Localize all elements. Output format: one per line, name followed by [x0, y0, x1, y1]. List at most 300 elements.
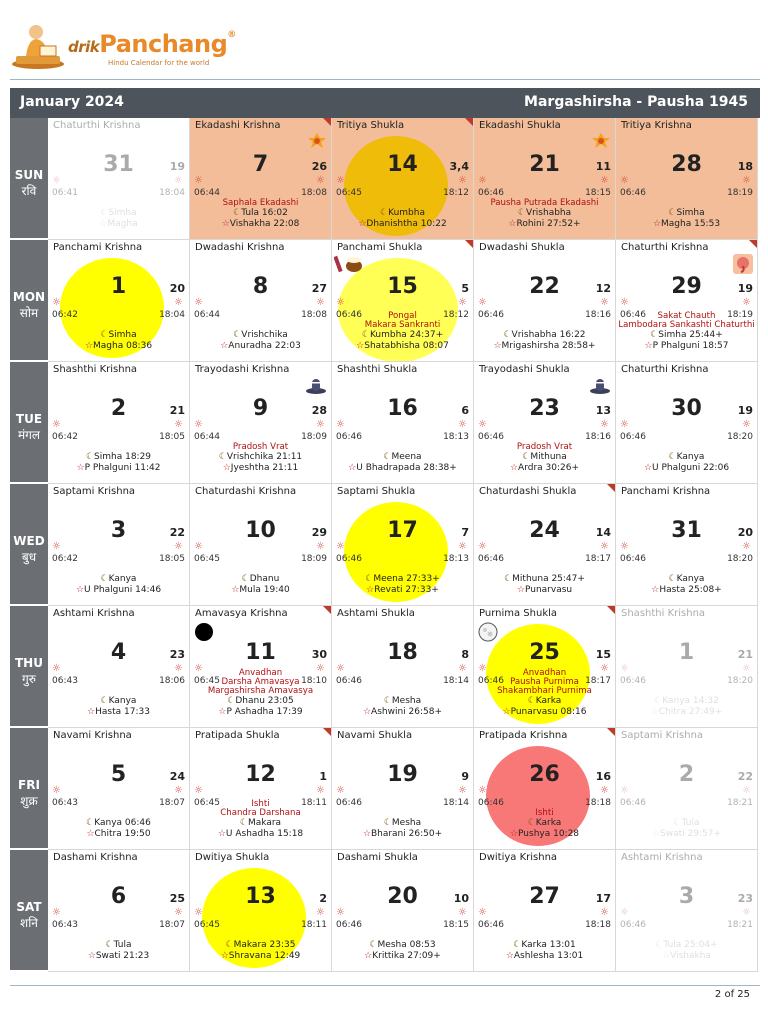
star-icon: ☆ — [662, 951, 671, 961]
sunset-icon: ☼ — [458, 419, 467, 430]
tithi-label: Chaturthi Krishna — [621, 242, 709, 253]
moon-icon: ☾ — [239, 818, 248, 828]
hindu-date: 29 — [311, 526, 327, 539]
hindu-date: 13 — [595, 404, 611, 417]
sunset-time: 18:14 — [443, 676, 469, 686]
moon-icon: ☾ — [654, 696, 663, 706]
gregorian-date: 2 — [110, 396, 127, 421]
sunset-time: 18:17 — [585, 554, 611, 564]
moon-sign: ☾Karka — [527, 696, 562, 706]
moon-icon: ☾ — [527, 818, 536, 828]
sunrise-time: 06:46 — [478, 798, 504, 808]
sunset-icon: ☼ — [316, 663, 325, 674]
sunrise-icon: ☼ — [336, 907, 345, 918]
sunrise-time: 06:46 — [478, 310, 504, 320]
sunset-icon: ☼ — [600, 541, 609, 552]
sunrise-time: 06:46 — [336, 920, 362, 930]
corner-flag-icon — [607, 484, 615, 492]
gregorian-date: 9 — [252, 396, 269, 421]
hindu-date: 28 — [311, 404, 327, 417]
day-name-hindi: मंगल — [17, 428, 41, 442]
moon-icon: ☾ — [100, 574, 109, 584]
sunset-time: 18:13 — [443, 432, 469, 442]
gregorian-date: 7 — [252, 152, 269, 177]
shivling-icon — [305, 376, 327, 398]
hindu-date: 23 — [737, 892, 753, 905]
moon-icon: ☾ — [655, 940, 664, 950]
sunset-icon: ☼ — [174, 541, 183, 552]
moon-sign: ☾Kanya 06:46 — [86, 818, 151, 828]
sunrise-icon: ☼ — [336, 663, 345, 674]
gregorian-date: 28 — [671, 152, 702, 177]
nakshatra: ☆Jyeshtha 21:11 — [222, 463, 299, 473]
sunset-icon: ☼ — [458, 297, 467, 308]
star-icon: ☆ — [362, 829, 371, 839]
date-cell[interactable] — [332, 118, 474, 240]
sunset-icon: ☼ — [600, 419, 609, 430]
gregorian-date: 12 — [245, 762, 276, 787]
star-icon: ☆ — [87, 951, 96, 961]
date-cell[interactable] — [616, 118, 758, 240]
date-cell[interactable] — [474, 240, 616, 362]
festival-label[interactable]: Pradosh Vrat — [516, 442, 573, 452]
nakshatra: ☆Ardra 30:26+ — [509, 463, 580, 473]
tithi-label: Chaturdashi Krishna — [195, 486, 297, 497]
sunrise-icon: ☼ — [478, 907, 487, 918]
moon-icon: ☾ — [668, 574, 677, 584]
gregorian-date: 14 — [387, 152, 418, 177]
tithi-label: Ekadashi Shukla — [479, 120, 561, 131]
sunrise-time: 06:45 — [194, 676, 220, 686]
day-name-english: MON — [12, 290, 46, 304]
star-icon: ☆ — [652, 219, 662, 229]
sunset-icon: ☼ — [742, 419, 751, 430]
sunset-icon: ☼ — [600, 785, 609, 796]
sunrise-icon: ☼ — [620, 663, 629, 674]
sunrise-time: 06:43 — [52, 798, 78, 808]
sunrise-time: 06:46 — [478, 920, 504, 930]
date-cell[interactable] — [48, 362, 190, 484]
date-cell[interactable] — [616, 850, 758, 972]
festival-label[interactable]: Saphala Ekadashi — [222, 198, 299, 208]
sunset-icon: ☼ — [316, 907, 325, 918]
tithi-label: Ekadashi Krishna — [195, 120, 281, 131]
sunset-time: 18:13 — [443, 554, 469, 564]
star-icon: ☆ — [643, 463, 653, 473]
hindu-date: 2 — [319, 892, 327, 905]
date-cell[interactable] — [190, 484, 332, 606]
date-cell[interactable] — [332, 850, 474, 972]
date-cell[interactable] — [48, 240, 190, 362]
sunrise-icon: ☼ — [52, 541, 61, 552]
hindu-date: 6 — [461, 404, 469, 417]
nakshatra: ☆P Phalguni 11:42 — [76, 463, 161, 473]
hindu-months: Margashirsha - Pausha 1945 — [524, 94, 748, 110]
gregorian-date: 31 — [671, 518, 702, 543]
date-cell[interactable] — [190, 118, 332, 240]
moon-icon: ☾ — [100, 208, 109, 218]
date-cell[interactable] — [332, 240, 474, 362]
sunrise-icon: ☼ — [52, 785, 61, 796]
sunset-icon: ☼ — [458, 785, 467, 796]
sunrise-icon: ☼ — [620, 175, 629, 186]
moon-icon: ☾ — [365, 574, 374, 584]
sunset-icon: ☼ — [458, 541, 467, 552]
sunrise-icon: ☼ — [194, 297, 203, 308]
sunset-icon: ☼ — [174, 297, 183, 308]
day-name-hindi: शनि — [20, 916, 38, 930]
sunrise-time: 06:42 — [52, 554, 78, 564]
date-cell[interactable] — [48, 850, 190, 972]
shivling-icon — [589, 376, 611, 398]
sunset-icon: ☼ — [742, 907, 751, 918]
nakshatra: ☆Magha 15:53 — [652, 219, 721, 229]
day-name-hindi: शुक्र — [20, 794, 38, 808]
nakshatra: ☆Vishakha — [662, 951, 711, 961]
day-name-hindi: रवि — [21, 184, 37, 198]
star-icon: ☆ — [231, 585, 240, 595]
gregorian-date: 5 — [110, 762, 127, 787]
sunset-time: 18:12 — [443, 188, 469, 198]
moon-sign: ☾Simha — [668, 208, 705, 218]
sunset-icon: ☼ — [174, 175, 183, 186]
moon-sign: ☾Makara 23:35 — [225, 940, 296, 950]
date-cell[interactable] — [474, 728, 616, 850]
moon-sign: ☾Vrishabha — [517, 208, 572, 218]
sunrise-time: 06:42 — [52, 310, 78, 320]
festival-label[interactable]: Shakambhari Purnima — [497, 686, 592, 696]
date-cell[interactable] — [190, 728, 332, 850]
star-icon: ☆ — [364, 951, 373, 961]
gregorian-date: 1 — [110, 274, 127, 299]
sunrise-time: 06:46 — [478, 676, 504, 686]
sunset-icon: ☼ — [174, 419, 183, 430]
sage-icon — [10, 22, 66, 70]
sunrise-icon: ☼ — [620, 419, 629, 430]
hindu-date: 7 — [461, 526, 469, 539]
gregorian-date: 3 — [678, 884, 695, 909]
moon-icon: ☾ — [227, 696, 236, 706]
corner-flag-icon — [323, 728, 331, 736]
sunrise-icon: ☼ — [52, 175, 61, 186]
tithi-label: Trayodashi Shukla — [479, 364, 570, 375]
moon-icon: ☾ — [517, 208, 526, 218]
sunrise-time: 06:44 — [194, 432, 220, 442]
gregorian-date: 30 — [671, 396, 702, 421]
sunrise-time: 06:46 — [620, 554, 646, 564]
sunrise-time: 06:46 — [478, 554, 504, 564]
tithi-label: Chaturdashi Shukla — [479, 486, 577, 497]
festival-label[interactable]: Lambodara Sankashti Chaturthi — [618, 320, 755, 330]
hindu-date: 17 — [595, 892, 611, 905]
tithi-label: Navami Krishna — [53, 730, 132, 741]
sunrise-time: 06:46 — [336, 310, 362, 320]
sunrise-icon: ☼ — [194, 907, 203, 918]
moon-sign: ☾Kanya — [668, 574, 705, 584]
festival-label[interactable]: Pausha Putrada Ekadashi — [490, 198, 599, 208]
moon-sign: ☾Mesha 08:53 — [369, 940, 436, 950]
gregorian-date: 8 — [252, 274, 269, 299]
sunrise-icon: ☼ — [478, 541, 487, 552]
moon-icon: ☾ — [673, 818, 682, 828]
hindu-date: 30 — [311, 648, 327, 661]
moon-icon: ☾ — [369, 940, 378, 950]
hindu-date: 22 — [169, 526, 185, 539]
corner-flag-icon — [465, 118, 473, 126]
sunrise-time: 06:46 — [620, 920, 646, 930]
gregorian-date: 21 — [529, 152, 560, 177]
date-cell[interactable] — [190, 362, 332, 484]
sunset-time: 18:20 — [727, 432, 753, 442]
gregorian-date: 20 — [387, 884, 418, 909]
gregorian-date: 13 — [245, 884, 276, 909]
nakshatra: ☆Shravana 12:49 — [220, 951, 301, 961]
moon-icon: ☾ — [361, 330, 370, 340]
sunset-time: 18:19 — [727, 188, 753, 198]
festival-label[interactable]: Ishti — [251, 799, 270, 809]
day-label-sun — [10, 118, 48, 240]
festival-label[interactable]: Anvadhan — [522, 668, 567, 678]
star-icon: ☆ — [651, 585, 660, 595]
sunrise-icon: ☼ — [336, 297, 345, 308]
sunrise-time: 06:45 — [194, 554, 220, 564]
star-icon: ☆ — [651, 829, 661, 839]
nakshatra: ☆Mula 19:40 — [231, 585, 290, 595]
sunrise-icon: ☼ — [478, 419, 487, 430]
tithi-label: Dwadashi Shukla — [479, 242, 565, 253]
star-icon: ☆ — [509, 463, 519, 473]
hindu-date: 19 — [169, 160, 185, 173]
date-cell[interactable] — [48, 118, 190, 240]
nakshatra: ☆Mrigashirsha 28:58+ — [493, 341, 596, 351]
date-cell[interactable] — [474, 362, 616, 484]
hindu-date: 15 — [595, 648, 611, 661]
moon-icon: ☾ — [85, 452, 95, 462]
hindu-date: 12 — [595, 282, 611, 295]
festival-label[interactable]: Margashirsha Amavasya — [207, 686, 314, 696]
date-cell[interactable] — [190, 850, 332, 972]
sunset-time: 18:20 — [727, 554, 753, 564]
top-divider — [10, 79, 760, 80]
tithi-label: Ashtami Krishna — [621, 852, 703, 863]
gregorian-date: 31 — [103, 152, 134, 177]
sunrise-icon: ☼ — [478, 175, 487, 186]
hindu-date: 5 — [461, 282, 469, 295]
gregorian-date: 26 — [529, 762, 560, 787]
festival-label[interactable]: Pausha Purnima — [510, 677, 579, 687]
date-cell[interactable] — [616, 484, 758, 606]
gregorian-date: 29 — [671, 274, 702, 299]
sunset-time: 18:09 — [301, 432, 327, 442]
corner-flag-icon — [607, 728, 615, 736]
nakshatra: ☆Chitra 27:49+ — [650, 707, 723, 717]
sunset-time: 18:09 — [301, 554, 327, 564]
gregorian-date: 17 — [387, 518, 418, 543]
sunset-time: 18:19 — [727, 310, 753, 320]
sunset-time: 18:05 — [159, 432, 185, 442]
moon-sign: ☾Tula 16:02 — [233, 208, 288, 218]
festival-label[interactable]: Makara Sankranti — [364, 320, 441, 330]
sunset-time: 18:04 — [159, 188, 185, 198]
nakshatra: ☆Ashlesha 13:01 — [505, 951, 584, 961]
date-cell[interactable] — [474, 850, 616, 972]
sunrise-time: 06:45 — [194, 920, 220, 930]
date-cell[interactable] — [616, 240, 758, 362]
nakshatra: ☆Swati 29:57+ — [651, 829, 722, 839]
nakshatra: ☆U Phalguni 14:46 — [75, 585, 162, 595]
festival-label[interactable]: Ishti — [535, 808, 554, 818]
ekadashi-icon — [307, 132, 327, 154]
nakshatra: ☆P Ashadha 17:39 — [218, 707, 303, 717]
moon-sign: ☾Mesha — [383, 818, 422, 828]
tithi-label: Purnima Shukla — [479, 608, 558, 619]
festival-label[interactable]: Darsha Amavasya — [221, 677, 300, 687]
nakshatra: ☆U Bhadrapada 28:38+ — [348, 463, 457, 473]
sunset-time: 18:16 — [585, 432, 611, 442]
date-cell[interactable] — [190, 606, 332, 728]
moon-sign: ☾Kumbha — [380, 208, 425, 218]
moon-icon: ☾ — [383, 696, 392, 706]
hindu-date: 22 — [737, 770, 753, 783]
moon-icon: ☾ — [527, 696, 536, 706]
moon-sign: ☾Vrishabha 16:22 — [503, 330, 586, 340]
tithi-label: Saptami Krishna — [621, 730, 704, 741]
moon-sign: ☾Kanya — [100, 696, 137, 706]
corner-flag-icon — [323, 606, 331, 614]
tithi-label: Ashtami Shukla — [337, 608, 415, 619]
sunrise-icon: ☼ — [194, 175, 203, 186]
corner-flag-icon — [323, 118, 331, 126]
festival-label[interactable]: Chandra Darshana — [220, 808, 301, 818]
date-cell[interactable] — [474, 606, 616, 728]
star-icon: ☆ — [348, 463, 357, 473]
date-cell[interactable] — [616, 362, 758, 484]
festival-label[interactable]: Anvadhan — [238, 668, 283, 678]
tithi-label: Shashthi Krishna — [621, 608, 706, 619]
day-name-english: SAT — [16, 900, 42, 914]
tithi-label: Shashthi Krishna — [53, 364, 138, 375]
day-name-hindi: सोम — [19, 306, 39, 320]
sunrise-time: 06:44 — [194, 310, 220, 320]
hindu-date: 16 — [595, 770, 611, 783]
sunset-time: 18:15 — [443, 920, 469, 930]
sunrise-icon: ☼ — [478, 297, 487, 308]
moon-sign: ☾Kanya — [100, 574, 137, 584]
nakshatra: ☆Magha — [99, 219, 138, 229]
moon-sign: ☾Tula 25:04+ — [655, 940, 718, 950]
sunset-time: 18:07 — [159, 920, 185, 930]
gregorian-date: 19 — [387, 762, 418, 787]
moon-sign: ☾Meena — [383, 452, 422, 462]
moon-icon: ☾ — [86, 818, 95, 828]
gregorian-date: 16 — [387, 396, 418, 421]
hindu-date: 27 — [311, 282, 327, 295]
date-cell[interactable] — [190, 240, 332, 362]
sunset-icon: ☼ — [600, 297, 609, 308]
sunrise-time: 06:43 — [52, 676, 78, 686]
sunrise-icon: ☼ — [336, 541, 345, 552]
day-name-english: TUE — [15, 412, 43, 426]
festival-label[interactable]: Sakat Chauth — [657, 311, 716, 321]
moon-sign: ☾Kumbha 24:37+ — [361, 330, 444, 340]
sunset-time: 18:10 — [301, 676, 327, 686]
sunset-icon: ☼ — [174, 785, 183, 796]
sunset-time: 18:14 — [443, 798, 469, 808]
date-cell[interactable] — [474, 484, 616, 606]
nakshatra: ☆Krittika 27:09+ — [364, 951, 441, 961]
sunset-icon: ☼ — [316, 297, 325, 308]
star-icon: ☆ — [366, 585, 375, 595]
sunrise-icon: ☼ — [336, 175, 345, 186]
gregorian-date: 6 — [110, 884, 127, 909]
hindu-date: 25 — [169, 892, 185, 905]
sunset-icon: ☼ — [600, 175, 609, 186]
moon-sign: ☾Mesha — [383, 696, 422, 706]
date-cell[interactable] — [48, 728, 190, 850]
moon-icon: ☾ — [383, 818, 392, 828]
date-cell[interactable] — [48, 484, 190, 606]
sunrise-time: 06:46 — [336, 432, 362, 442]
tithi-label: Navami Shukla — [337, 730, 413, 741]
date-cell[interactable] — [332, 362, 474, 484]
nakshatra: ☆Anuradha 22:03 — [220, 341, 301, 351]
date-cell[interactable] — [474, 118, 616, 240]
day-name-hindi: गुरु — [22, 672, 36, 686]
festival-label[interactable]: Pradosh Vrat — [232, 442, 289, 452]
gregorian-date: 27 — [529, 884, 560, 909]
sunset-icon: ☼ — [742, 297, 751, 308]
sunrise-time: 06:43 — [52, 920, 78, 930]
sunset-time: 18:11 — [301, 920, 327, 930]
hindu-date: 21 — [737, 648, 753, 661]
sunset-time: 18:08 — [301, 310, 327, 320]
hindu-date: 3,4 — [449, 160, 469, 173]
gregorian-date: 18 — [387, 640, 418, 665]
star-icon: ☆ — [362, 707, 372, 717]
gregorian-date: 10 — [245, 518, 276, 543]
date-cell[interactable] — [332, 606, 474, 728]
moon-icon: ☾ — [233, 330, 242, 340]
hindu-date: 21 — [169, 404, 185, 417]
moon-icon: ☾ — [218, 452, 227, 462]
sunset-icon: ☼ — [316, 541, 325, 552]
hindu-date: 26 — [311, 160, 327, 173]
gregorian-date: 23 — [529, 396, 560, 421]
festival-label[interactable]: Pongal — [388, 311, 417, 321]
star-icon: ☆ — [220, 341, 229, 351]
nakshatra: ☆Magha 08:36 — [84, 341, 153, 351]
moon-icon: ☾ — [233, 208, 242, 218]
drikpanchang-logo[interactable] — [10, 22, 250, 72]
day-label-thu — [10, 606, 48, 728]
tithi-label: Dashami Shukla — [337, 852, 418, 863]
date-cell[interactable] — [332, 484, 474, 606]
sunset-time: 18:15 — [585, 188, 611, 198]
moon-icon: ☾ — [504, 574, 513, 584]
date-cell[interactable] — [48, 606, 190, 728]
star-icon: ☆ — [84, 341, 94, 351]
date-cell[interactable] — [616, 606, 758, 728]
date-cell[interactable] — [616, 728, 758, 850]
tithi-label: Amavasya Krishna — [195, 608, 288, 619]
sunrise-icon: ☼ — [620, 907, 629, 918]
corner-flag-icon — [465, 240, 473, 248]
sunset-icon: ☼ — [600, 663, 609, 674]
moon-sign: ☾Mithuna 25:47+ — [504, 574, 585, 584]
star-icon: ☆ — [220, 951, 229, 961]
date-cell[interactable] — [332, 728, 474, 850]
star-icon: ☆ — [87, 707, 96, 717]
